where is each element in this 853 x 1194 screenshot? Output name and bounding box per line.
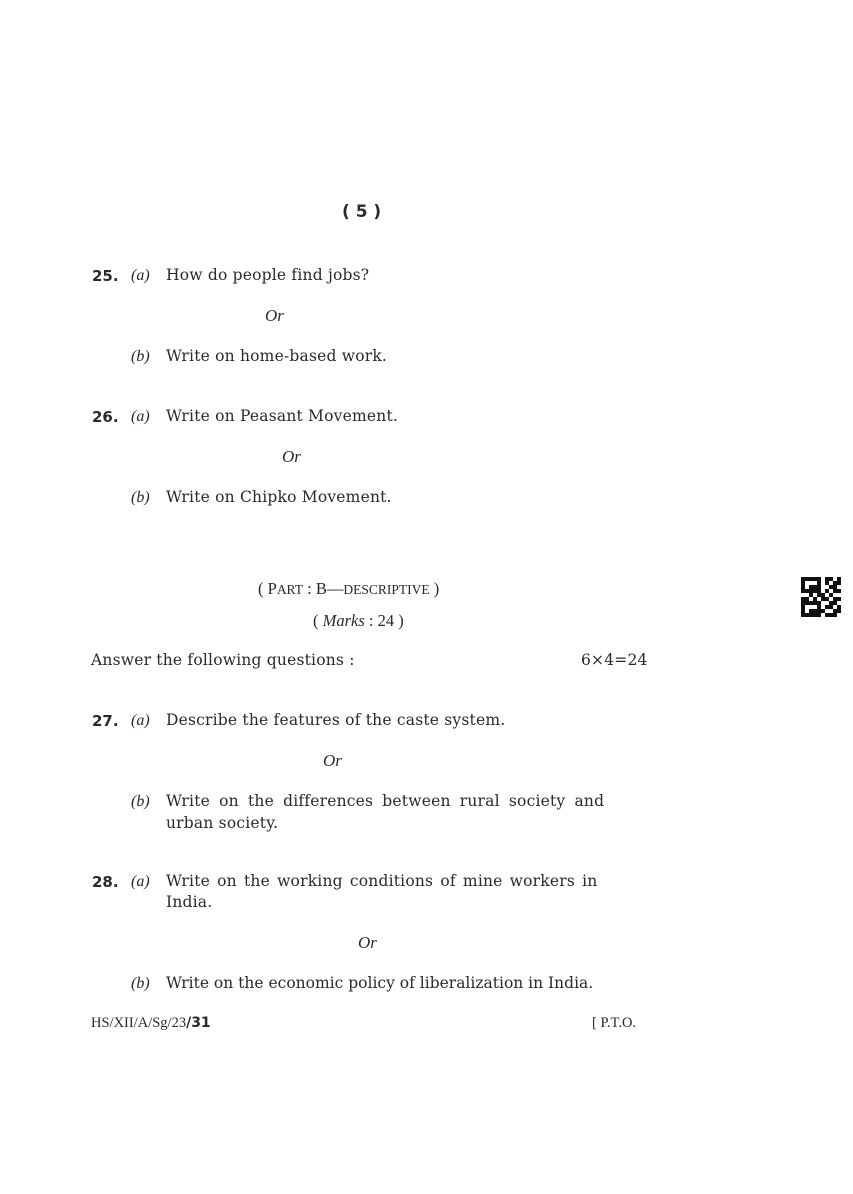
option-label: (a): [131, 408, 150, 425]
question-text-line: Write on the differences between rural society and: [166, 792, 605, 810]
marks-scheme: 6×4=24: [581, 651, 648, 669]
question-text: How do people find jobs?: [166, 266, 370, 284]
or-separator: Or: [323, 751, 342, 770]
pto-label: [ P.T.O.: [592, 1015, 637, 1031]
question-text: Write on Peasant Movement.: [166, 407, 398, 425]
qr-code: [801, 577, 841, 617]
question-text-line: Write on the working conditions of mine workers in: [166, 872, 598, 890]
option-label: (b): [131, 793, 150, 810]
option-label: (b): [131, 489, 150, 506]
question-number: 27.: [92, 712, 119, 730]
or-separator: Or: [358, 933, 377, 952]
question-number: 26.: [92, 408, 119, 426]
page-number: ( 5 ): [342, 202, 382, 222]
question-number: 25.: [92, 267, 119, 285]
paper-code: HS/XII/A/Sg/23/31: [91, 1015, 211, 1031]
option-label: (b): [131, 975, 150, 992]
option-label: (a): [131, 873, 150, 890]
option-label: (b): [131, 348, 150, 365]
or-separator: Or: [282, 447, 301, 466]
question-text-line: India.: [166, 893, 213, 911]
question-text: Write on the economic policy of liberalization in India.: [166, 974, 594, 992]
or-separator: Or: [265, 306, 284, 325]
question-number: 28.: [92, 873, 119, 891]
section-marks: ( Marks : 24 ): [313, 611, 404, 630]
question-text: Describe the features of the caste system.: [166, 711, 506, 729]
question-text: Write on home-based work.: [166, 347, 388, 365]
section-heading: ( PART : B—DESCRIPTIVE ): [258, 579, 440, 598]
question-text: Write on Chipko Movement.: [166, 488, 392, 506]
option-label: (a): [131, 267, 150, 284]
option-label: (a): [131, 712, 150, 729]
question-text-line: urban society.: [166, 814, 279, 832]
instruction-text: Answer the following questions :: [91, 651, 355, 669]
